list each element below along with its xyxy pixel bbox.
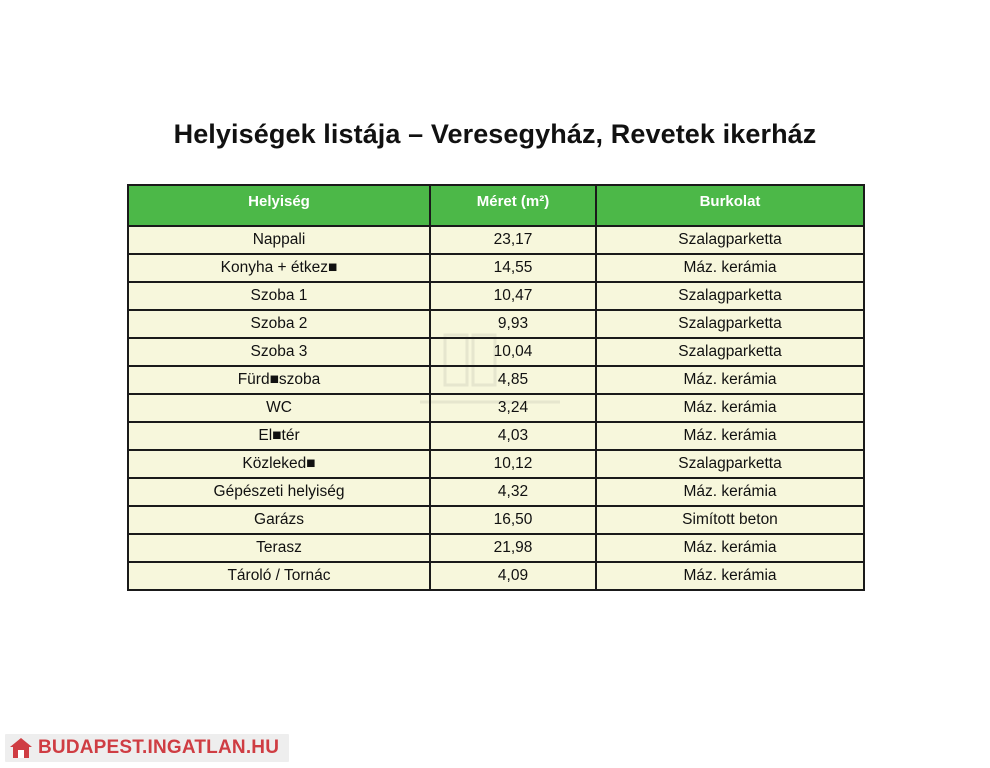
floor-cell: Máz. kerámia xyxy=(596,422,864,450)
floor-cell: Szalagparketta xyxy=(596,310,864,338)
room-cell: Nappali xyxy=(128,226,430,254)
table-row xyxy=(128,450,864,478)
brand-text: BUDAPEST.INGATLAN.HU xyxy=(38,737,280,758)
room-cell: Konyha + étkez■ xyxy=(128,254,430,282)
table-row xyxy=(128,562,864,590)
floor-cell: Szalagparketta xyxy=(596,282,864,310)
table-row xyxy=(128,534,864,562)
table-row xyxy=(128,310,864,338)
floor-cell: Máz. kerámia xyxy=(596,366,864,394)
page-title: Helyiségek listája – Veresegyház, Revetek ikerház xyxy=(173,119,817,149)
size-cell: 4,32 xyxy=(430,478,596,506)
room-cell: Terasz xyxy=(128,534,430,562)
floor-cell: Máz. kerámia xyxy=(596,534,864,562)
room-cell: Közleked■ xyxy=(128,450,430,478)
room-cell: Fürd■szoba xyxy=(128,366,430,394)
table-row xyxy=(128,226,864,254)
room-cell: WC xyxy=(128,394,430,422)
floor-cell: Szalagparketta xyxy=(596,338,864,366)
floor-cell: Máz. kerámia xyxy=(596,562,864,590)
size-cell: 3,24 xyxy=(430,394,596,422)
floor-cell: Máz. kerámia xyxy=(596,254,864,282)
size-cell: 16,50 xyxy=(430,506,596,534)
room-cell: Szoba 1 xyxy=(128,282,430,310)
room-table xyxy=(127,184,865,591)
size-cell: 4,85 xyxy=(430,366,596,394)
floor-cell: Máz. kerámia xyxy=(596,394,864,422)
table-row xyxy=(128,366,864,394)
size-cell: 10,12 xyxy=(430,450,596,478)
size-cell: 10,47 xyxy=(430,282,596,310)
header-floor: Burkolat xyxy=(596,185,864,226)
header-room: Helyiség xyxy=(128,185,430,226)
size-cell: 23,17 xyxy=(430,226,596,254)
room-cell: Tároló / Tornác xyxy=(128,562,430,590)
brand-watermark xyxy=(5,734,289,762)
room-cell: Szoba 3 xyxy=(128,338,430,366)
table-row xyxy=(128,254,864,282)
room-cell: El■tér xyxy=(128,422,430,450)
table-header-row xyxy=(128,185,864,226)
table-row xyxy=(128,338,864,366)
room-cell: Gépészeti helyiség xyxy=(128,478,430,506)
table-row xyxy=(128,506,864,534)
floor-cell: Szalagparketta xyxy=(596,226,864,254)
size-cell: 4,09 xyxy=(430,562,596,590)
floor-cell: Máz. kerámia xyxy=(596,478,864,506)
room-cell: Garázs xyxy=(128,506,430,534)
room-cell: Szoba 2 xyxy=(128,310,430,338)
size-cell: 4,03 xyxy=(430,422,596,450)
size-cell: 10,04 xyxy=(430,338,596,366)
size-cell: 21,98 xyxy=(430,534,596,562)
size-cell: 9,93 xyxy=(430,310,596,338)
floor-cell: Simított beton xyxy=(596,506,864,534)
floor-cell: Szalagparketta xyxy=(596,450,864,478)
table-row xyxy=(128,422,864,450)
table-row xyxy=(128,478,864,506)
size-cell: 14,55 xyxy=(430,254,596,282)
header-size: Méret (m²) xyxy=(430,185,596,226)
table-row xyxy=(128,394,864,422)
house-icon xyxy=(8,736,34,760)
table-row xyxy=(128,282,864,310)
